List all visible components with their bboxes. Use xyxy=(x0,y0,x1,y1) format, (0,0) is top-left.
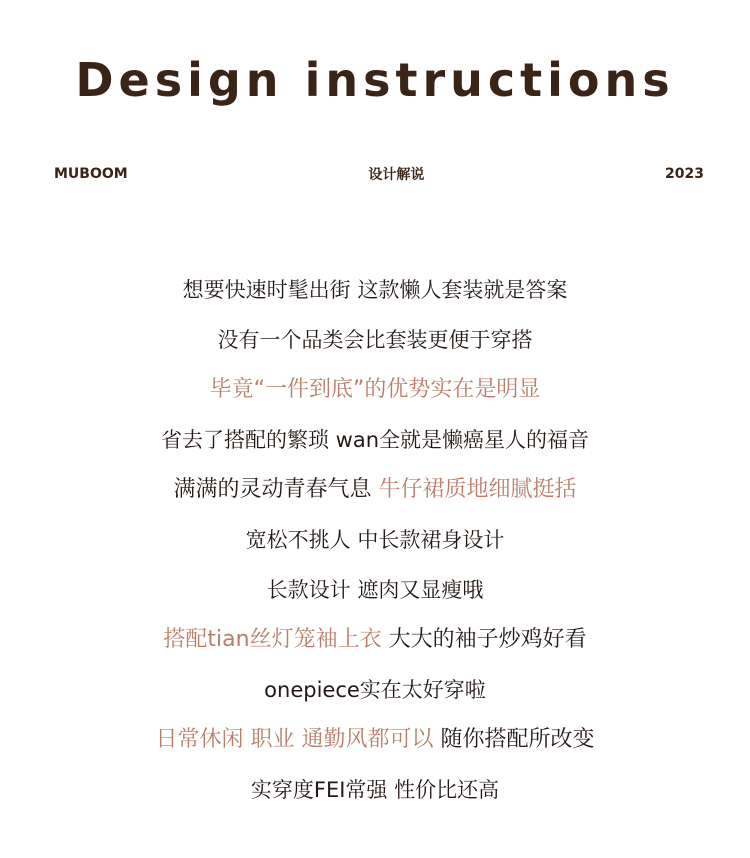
highlight-text: 日常休闲 职业 通勤风都可以 xyxy=(155,727,441,752)
brand-label: MUBOOM xyxy=(54,166,128,182)
section-label: 设计解说 xyxy=(368,167,425,183)
highlight-text: 牛仔裙质地细腻挺括 xyxy=(378,477,577,502)
description-line xyxy=(0,372,750,422)
description-line xyxy=(0,622,750,672)
body-text: 省去了搭配的繁琐 wan全就是懒癌星人的福音 xyxy=(160,428,590,452)
description-line xyxy=(0,772,750,822)
meta-bar xyxy=(54,164,704,184)
body-text: 想要快速时髦出街 这款懒人套装就是答案 xyxy=(182,278,568,302)
year-label: 2023 xyxy=(665,166,704,182)
description-lines xyxy=(0,272,750,822)
description-line xyxy=(0,322,750,372)
body-text: 大大的袖子炒鸡好看 xyxy=(388,627,587,652)
page-title: Design instructions xyxy=(75,53,675,107)
description-line xyxy=(0,272,750,322)
body-text: 长款设计 遮肉又显瘦哦 xyxy=(266,578,484,602)
body-text: 随你搭配所改变 xyxy=(440,727,595,752)
body-text: onepiece实在太好穿啦 xyxy=(264,678,486,702)
highlight-text: 毕竟“一件到底”的优势实在是明显 xyxy=(209,377,541,402)
description-line xyxy=(0,472,750,522)
description-line xyxy=(0,572,750,622)
description-line xyxy=(0,722,750,772)
description-line xyxy=(0,522,750,572)
body-text: 没有一个品类会比套装更便于穿搭 xyxy=(217,328,533,352)
highlight-text: 搭配tian丝灯笼袖上衣 xyxy=(163,627,389,652)
body-text: 实穿度FEI常强 性价比还高 xyxy=(250,778,500,802)
body-text: 满满的灵动青春气息 xyxy=(173,477,379,502)
description-line xyxy=(0,672,750,722)
body-text: 宽松不挑人 中长款裙身设计 xyxy=(245,528,505,552)
description-line xyxy=(0,422,750,472)
